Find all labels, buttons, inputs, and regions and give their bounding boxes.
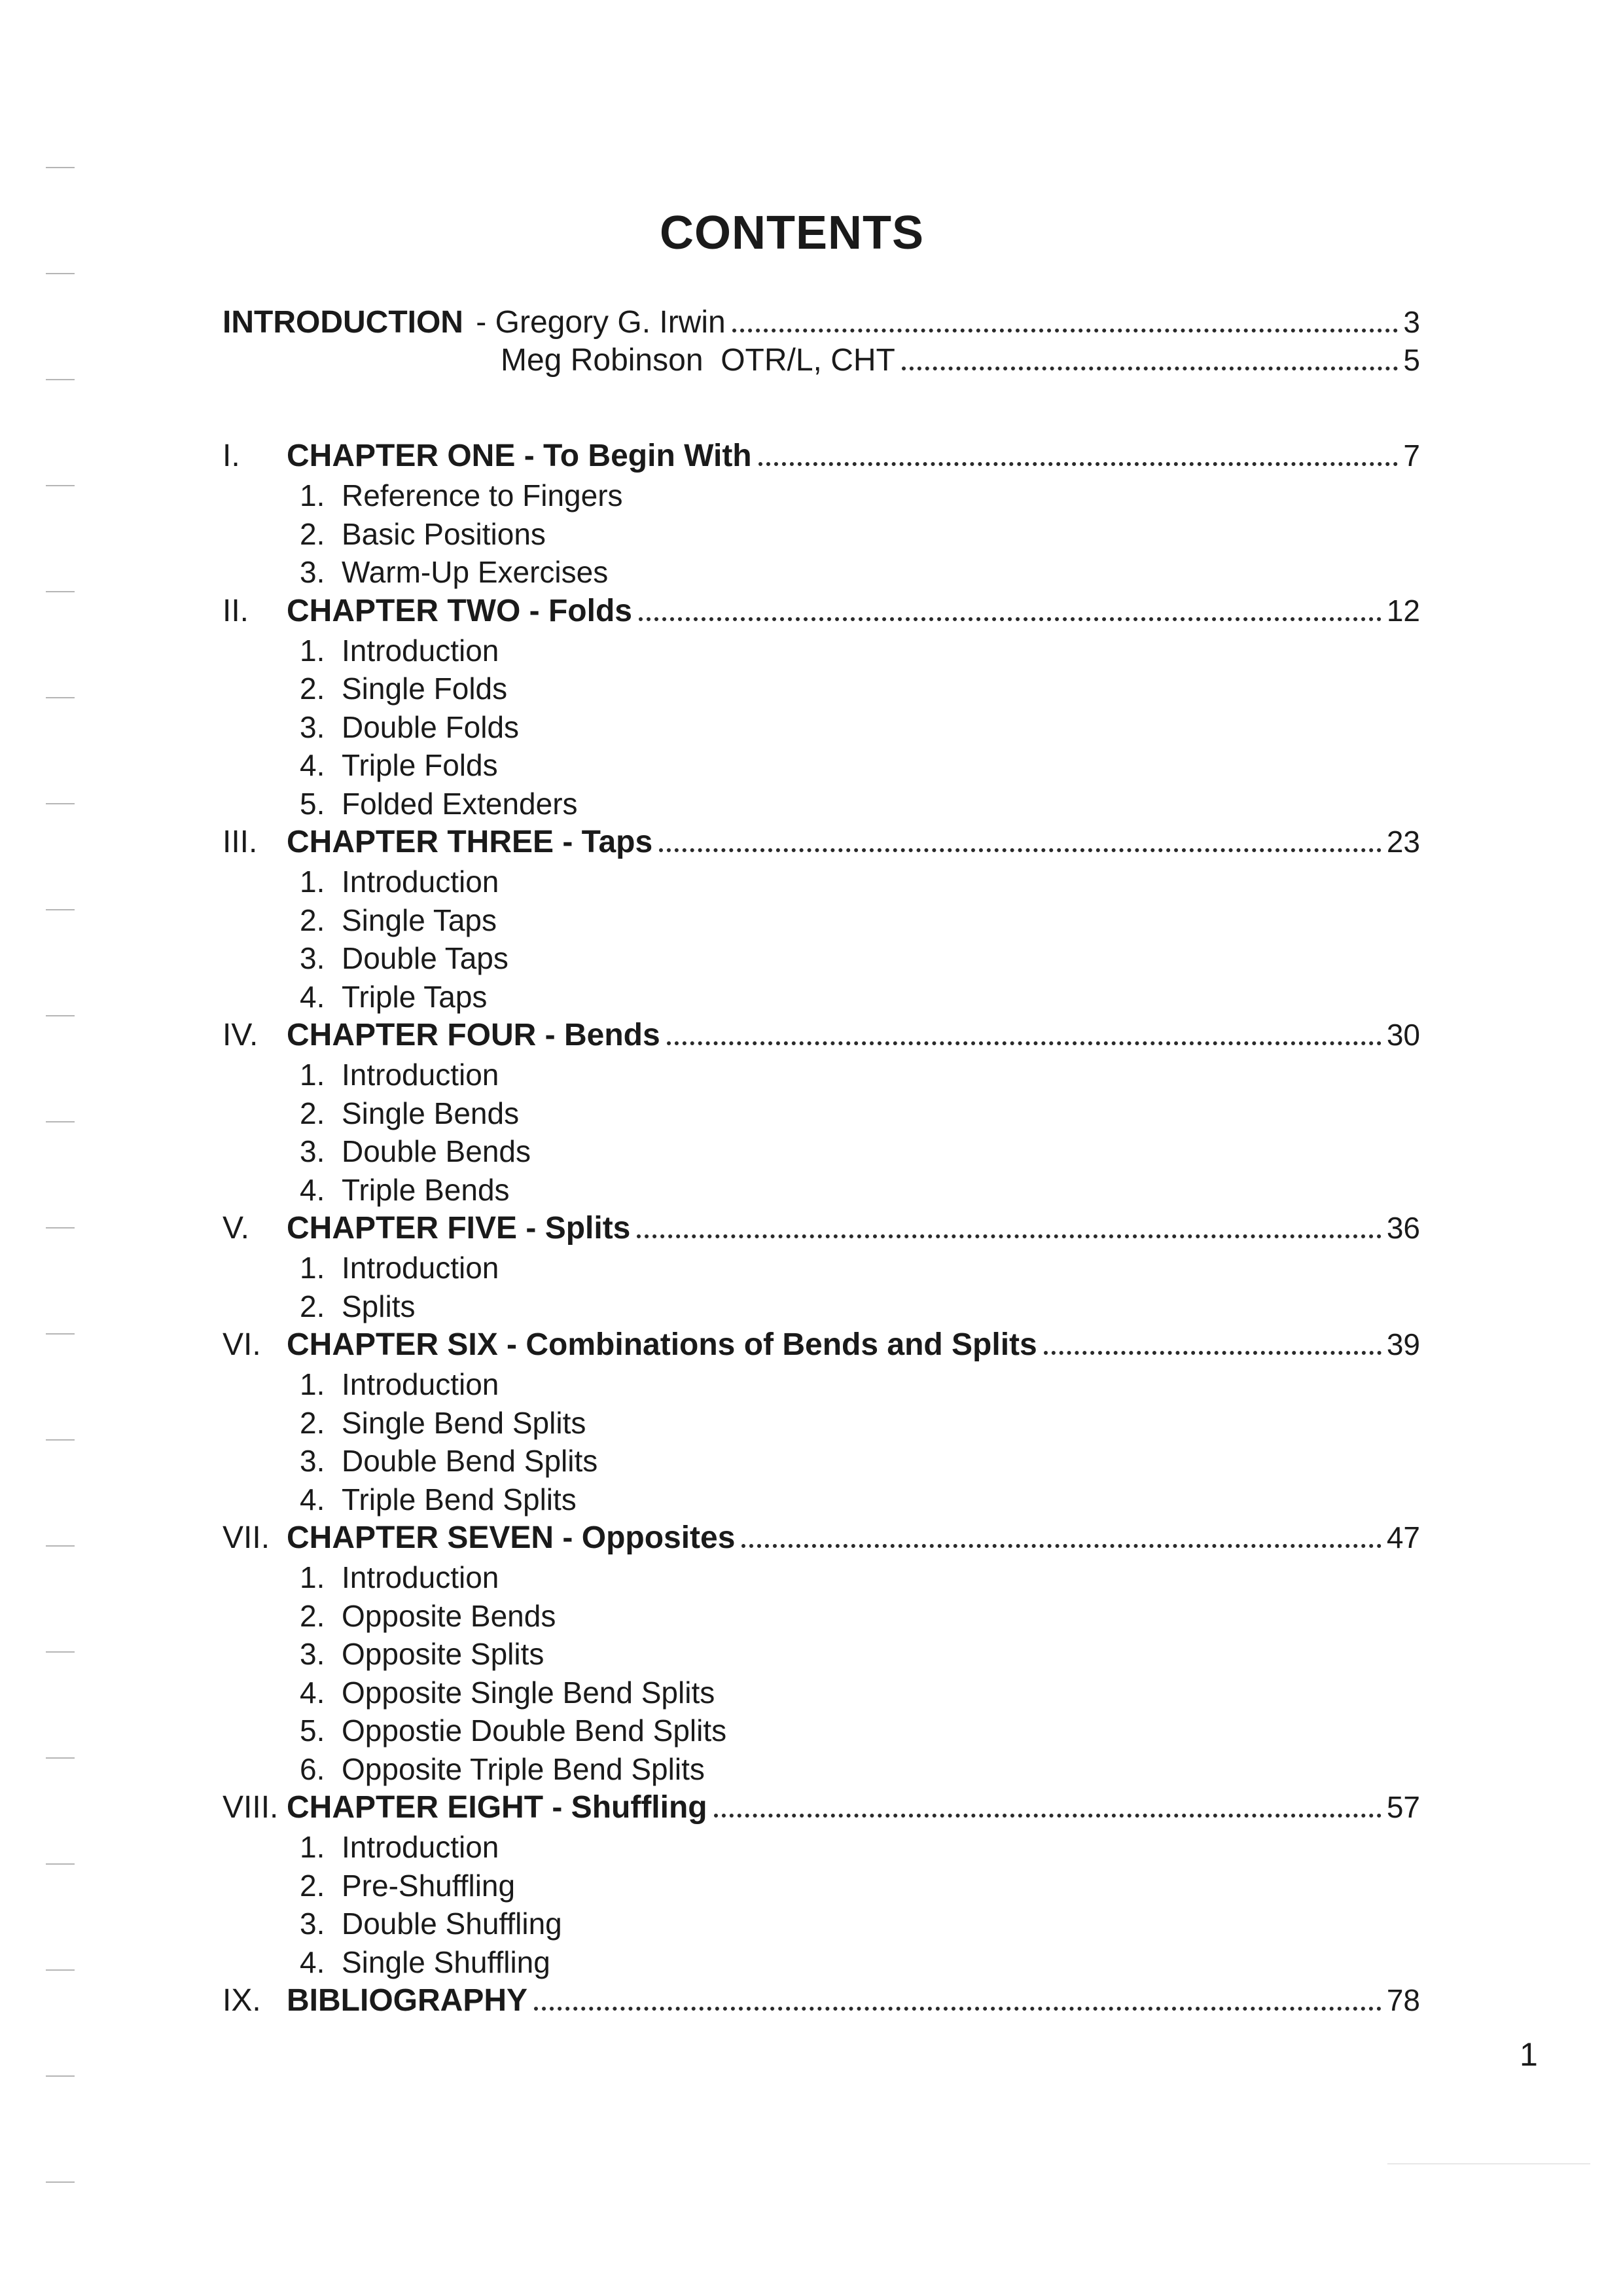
section-item [223,1096,1420,1134]
section-number: 3. [300,1444,325,1478]
table-of-contents [223,304,1420,2022]
section-number: 3. [300,709,325,744]
chapter-numeral: VI. [223,1327,261,1362]
binder-tick [46,1333,75,1335]
chapter-numeral: VII. [223,1520,270,1555]
section-number: 2. [300,1868,325,1903]
section-title: Triple Folds [342,748,498,782]
binder-tick [46,1969,75,1971]
chapter-numeral: II. [223,593,249,628]
page-ref: 5 [1403,343,1420,377]
chapter-block [223,1327,1420,1520]
chapter-numeral: III. [223,825,258,859]
section-title: Introduction [342,865,499,899]
section-number: 3. [300,1134,325,1168]
section-number: 1. [300,1367,325,1401]
section-title: Introduction [342,633,499,668]
binder-tick [46,1227,75,1229]
page-ref: 78 [1386,1983,1420,2017]
binder-tick [46,1757,75,1759]
dot-leader [534,2007,1382,2011]
chapter-row [223,1017,1420,1057]
scan-artifact-line [1387,2163,1590,2164]
chapter-numeral: IX. [223,1983,261,2018]
section-item [223,554,1420,593]
dot-leader [637,1234,1381,1238]
section-number: 2. [300,516,325,551]
section-number: 6. [300,1751,325,1786]
section-title: Double Folds [342,709,520,744]
introduction-label: INTRODUCTION [223,305,463,340]
section-item [223,1675,1420,1713]
introduction-author-name: Gregory G. Irwin [495,305,726,340]
dot-leader [667,1041,1382,1045]
section-title: Single Folds [342,672,508,706]
section-item [223,747,1420,786]
section-item [223,1636,1420,1675]
introduction-row-1 [223,304,1420,342]
introduction-separator: - [467,305,495,340]
chapter-title: BIBLIOGRAPHY [287,1983,528,2018]
section-item [223,979,1420,1018]
section-item [223,1134,1420,1172]
chapter-block [223,1520,1420,1789]
introduction-author-name: Meg Robinson OTR/L, CHT [501,343,895,378]
section-number: 4. [300,1675,325,1710]
section-item [223,1172,1420,1211]
section-list [223,478,1420,593]
binder-tick [46,2075,75,2077]
section-item [223,1906,1420,1945]
chapter-row [223,1210,1420,1250]
section-item [223,1829,1420,1868]
section-number: 1. [300,1251,325,1285]
section-number: 3. [300,555,325,589]
section-title: Single Bends [342,1096,520,1130]
section-number: 3. [300,1907,325,1941]
section-item [223,903,1420,941]
chapter-block [223,1017,1420,1210]
binder-tick [46,1651,75,1653]
binder-tick [46,2181,75,2183]
page-ref: 12 [1386,593,1420,628]
section-number: 3. [300,1637,325,1671]
section-item [223,1560,1420,1598]
chapter-row [223,1982,1420,2022]
binder-tick [46,167,75,168]
section-item [223,1598,1420,1637]
binder-tick [46,379,75,380]
section-number: 1. [300,633,325,668]
section-list [223,1560,1420,1789]
dot-leader [732,329,1399,332]
section-title: Introduction [342,1058,499,1092]
section-number: 5. [300,786,325,821]
page-ref: 39 [1386,1327,1420,1361]
section-item [223,671,1420,709]
spacer [223,380,1420,438]
chapter-row [223,593,1420,633]
section-item [223,633,1420,672]
section-number: 5. [300,1713,325,1748]
page-number: 1 [1520,2036,1538,2073]
dot-leader [639,617,1382,621]
chapter-row [223,1520,1420,1560]
page-ref: 30 [1386,1018,1420,1052]
section-number: 1. [300,1058,325,1092]
section-number: 4. [300,748,325,782]
page-ref: 57 [1386,1790,1420,1824]
chapter-block [223,1789,1420,1982]
section-title: Single Bend Splits [342,1405,586,1440]
section-item [223,786,1420,825]
section-title: Reference to Fingers [342,478,623,512]
section-title: Triple Bend Splits [342,1482,577,1516]
section-title: Basic Positions [342,516,546,551]
chapter-title: CHAPTER ONE - To Begin With [287,439,752,473]
chapter-block [223,438,1420,593]
binder-tick [46,1545,75,1547]
section-item [223,1250,1420,1289]
introduction-row-2 [223,342,1420,380]
chapter-title: CHAPTER EIGHT - Shuffling [287,1790,707,1825]
section-title: Introduction [342,1560,499,1594]
chapter-row [223,824,1420,864]
section-title: Warm-Up Exercises [342,555,609,589]
section-list [223,1057,1420,1210]
section-number: 2. [300,672,325,706]
section-number: 2. [300,1405,325,1440]
section-title: Triple Taps [342,979,488,1014]
dot-leader [741,1544,1381,1548]
binder-tick [46,1863,75,1865]
section-number: 4. [300,1945,325,1979]
section-list [223,633,1420,825]
chapter-row [223,1789,1420,1829]
section-title: Triple Bends [342,1172,510,1207]
chapter-block [223,593,1420,825]
section-item [223,1713,1420,1751]
section-item [223,1868,1420,1907]
page-ref: 36 [1386,1211,1420,1245]
section-number: 2. [300,1289,325,1323]
section-title: Single Shuffling [342,1945,550,1979]
binder-tick [46,591,75,592]
section-title: Introduction [342,1830,499,1864]
section-item [223,1289,1420,1327]
chapter-title: CHAPTER FOUR - Bends [287,1018,660,1052]
section-title: Introduction [342,1367,499,1401]
section-number: 2. [300,903,325,937]
binder-tick [46,485,75,486]
binder-tick [46,1121,75,1122]
section-title: Opposite Splits [342,1637,544,1671]
section-number: 2. [300,1096,325,1130]
section-number: 4. [300,1482,325,1516]
chapter-title: CHAPTER SIX - Combinations of Bends and Splits [287,1327,1037,1362]
section-item [223,1482,1420,1520]
section-title: Opposite Triple Bend Splits [342,1751,705,1786]
section-item [223,516,1420,555]
chapter-title: CHAPTER THREE - Taps [287,825,653,859]
chapter-block [223,1982,1420,2022]
section-title: Folded Extenders [342,786,578,821]
page-title: CONTENTS [660,207,924,259]
chapter-list [223,438,1420,2022]
section-title: Double Shuffling [342,1907,562,1941]
chapter-row [223,1327,1420,1367]
section-title: Oppostie Double Bend Splits [342,1713,727,1748]
section-title: Double Bend Splits [342,1444,598,1478]
page-ref: 7 [1403,439,1420,473]
section-list [223,1367,1420,1520]
section-title: Single Taps [342,903,497,937]
section-title: Double Taps [342,941,508,975]
section-item [223,1443,1420,1482]
chapter-block [223,1210,1420,1327]
section-title: Pre-Shuffling [342,1868,516,1903]
dot-leader [902,367,1399,370]
section-item [223,864,1420,903]
section-title: Opposite Single Bend Splits [342,1675,715,1710]
section-number: 1. [300,478,325,512]
binder-tick [46,803,75,804]
dot-leader [1044,1351,1382,1355]
section-item [223,1751,1420,1790]
chapter-title: CHAPTER TWO - Folds [287,593,632,628]
section-item [223,1405,1420,1444]
dot-leader [758,462,1399,466]
binder-tick [46,1439,75,1441]
section-number: 4. [300,979,325,1014]
chapter-title: CHAPTER FIVE - Splits [287,1211,631,1246]
binder-tick [46,1015,75,1016]
page-ref: 3 [1403,305,1420,339]
section-number: 4. [300,1172,325,1207]
chapter-numeral: VIII. [223,1790,279,1825]
section-title: Splits [342,1289,416,1323]
section-number: 1. [300,865,325,899]
section-number: 1. [300,1560,325,1594]
section-item [223,941,1420,979]
chapter-numeral: V. [223,1211,249,1246]
section-item [223,1945,1420,1983]
binder-tick [46,273,75,274]
page-ref: 23 [1386,825,1420,859]
chapter-numeral: IV. [223,1018,259,1052]
page-ref: 47 [1386,1520,1420,1554]
section-list [223,1829,1420,1982]
section-list [223,1250,1420,1327]
section-item [223,1367,1420,1405]
dot-leader [659,848,1382,852]
binder-tick [46,697,75,698]
section-item [223,478,1420,516]
section-item [223,709,1420,748]
chapter-title: CHAPTER SEVEN - Opposites [287,1520,736,1555]
section-item [223,1057,1420,1096]
section-title: Introduction [342,1251,499,1285]
section-title: Opposite Bends [342,1598,556,1633]
dot-leader [714,1814,1382,1818]
section-title: Double Bends [342,1134,531,1168]
binder-tick [46,909,75,910]
chapter-numeral: I. [223,439,240,473]
chapter-row [223,438,1420,478]
section-list [223,864,1420,1017]
section-number: 2. [300,1598,325,1633]
chapter-block [223,824,1420,1017]
section-number: 3. [300,941,325,975]
section-number: 1. [300,1830,325,1864]
